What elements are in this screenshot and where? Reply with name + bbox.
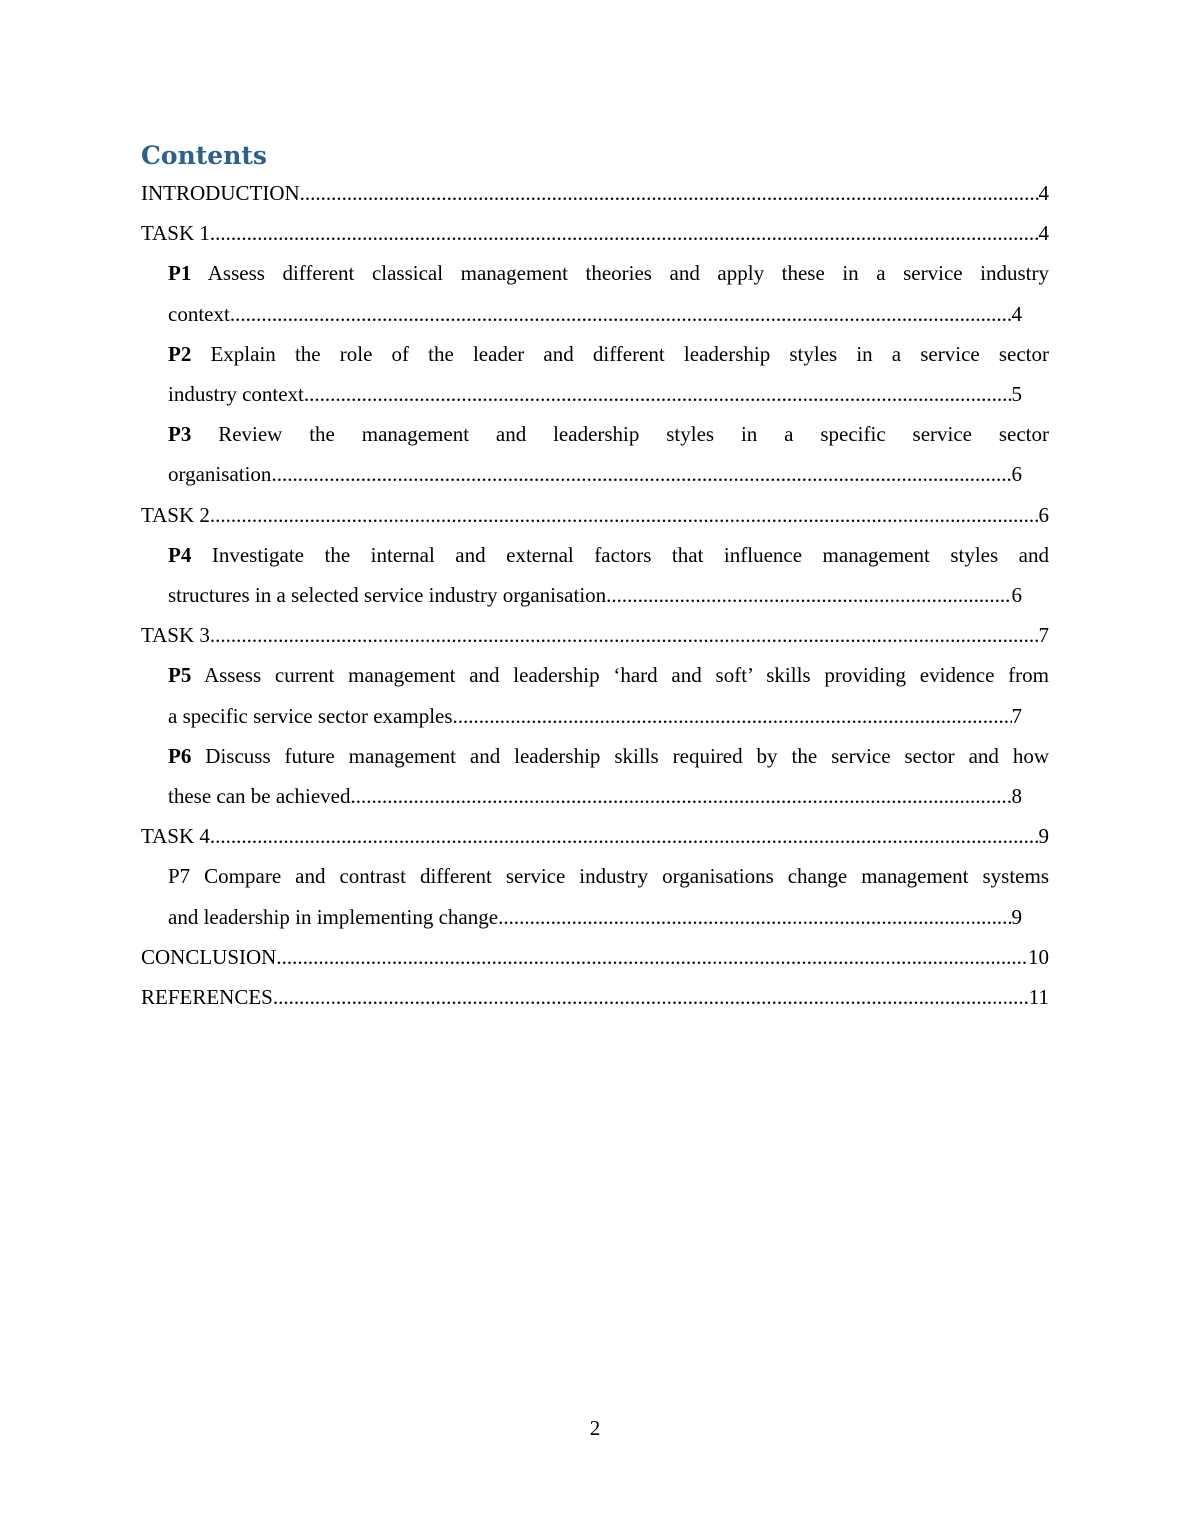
- toc-entry-lead: [168, 414, 1049, 454]
- dot-leader: [210, 615, 1039, 655]
- toc-entry-lead: [168, 334, 1049, 374]
- table-of-contents: [141, 173, 1049, 1017]
- toc-entry-title: INTRODUCTION: [141, 181, 300, 205]
- toc-entry[interactable]: [141, 736, 1049, 816]
- toc-entry-title: TASK 3: [141, 623, 210, 648]
- toc-entry-line: [141, 977, 1049, 1017]
- toc-entry-line: [168, 374, 1049, 414]
- toc-entry-lead-text: Explain the role of the leader and different leadership styles in a service sector: [210, 341, 1050, 366]
- toc-entry[interactable]: [141, 414, 1049, 494]
- toc-entry-line: [168, 454, 1049, 494]
- toc-entry-line: [141, 615, 1049, 655]
- toc-entry[interactable]: [141, 334, 1049, 414]
- toc-entry[interactable]: [141, 535, 1049, 615]
- toc-entry-lead-text: P7 Compare and contrast different service industry organisations change management systems: [168, 864, 1049, 889]
- dot-leader: [606, 575, 1011, 615]
- toc-entry-title: a specific service sector examples: [168, 703, 453, 728]
- toc-entry-title: structures in a selected service industry organisation: [168, 583, 607, 608]
- toc-entry-title: industry context: [168, 382, 304, 407]
- toc-entry-title: TASK 4: [141, 824, 210, 849]
- dot-leader: [210, 816, 1039, 856]
- toc-entry[interactable]: [141, 495, 1049, 535]
- toc-entry-page-number: 4: [1038, 181, 1049, 205]
- toc-entry-page-number: 6: [1011, 462, 1022, 487]
- toc-entry-lead-text: Assess current management and leadership ‘hard and soft’ skills providing evidence from: [203, 663, 1050, 688]
- toc-entry-lead-text: Discuss future management and leadership skills required by the service sector and how: [205, 743, 1050, 768]
- toc-entry-code: P3: [168, 422, 192, 447]
- toc-entry-line: [141, 173, 1049, 213]
- toc-entry-title: REFERENCES: [141, 985, 273, 1010]
- toc-entry-lead: [168, 736, 1049, 776]
- toc-entry-line: [141, 937, 1049, 977]
- toc-entry-lead-text: Assess different classical management theories and apply these in a service industry: [207, 261, 1049, 286]
- toc-entry-title: organisation: [168, 462, 272, 487]
- toc-entry-page-number: 11: [1028, 985, 1049, 1010]
- toc-entry-lead: [168, 253, 1049, 293]
- toc-entry-line: [168, 776, 1049, 816]
- toc-entry-title: TASK 2: [141, 502, 210, 527]
- toc-entry-line: [168, 575, 1049, 615]
- toc-entry-page-number: 4: [1011, 301, 1022, 326]
- toc-entry-title: CONCLUSION: [141, 944, 277, 969]
- toc-entry-code: P5: [168, 663, 192, 688]
- toc-entry-page-number: 7: [1038, 623, 1049, 648]
- toc-entry-line: [141, 495, 1049, 535]
- dot-leader: [276, 937, 1028, 977]
- toc-entry-page-number: 6: [1011, 583, 1022, 608]
- contents-heading: Contents: [141, 141, 268, 170]
- toc-entry-page-number: 7: [1011, 703, 1022, 728]
- toc-entry-line: [168, 897, 1049, 937]
- toc-entry-lead-text: Review the management and leadership styles in a specific service sector: [218, 422, 1049, 447]
- toc-entry-line: [141, 816, 1049, 856]
- toc-entry-title: TASK 1: [141, 221, 210, 246]
- dot-leader: [453, 696, 1012, 736]
- toc-entry-line: [141, 213, 1049, 253]
- toc-entry[interactable]: [141, 655, 1049, 735]
- dot-leader: [273, 977, 1029, 1017]
- dot-leader: [304, 374, 1012, 414]
- toc-entry[interactable]: [141, 253, 1049, 333]
- toc-entry-lead-text: Investigate the internal and external factors that influence management styles and: [211, 542, 1050, 567]
- dot-leader: [498, 897, 1011, 937]
- dot-leader: [210, 213, 1039, 253]
- toc-entry-line: [168, 294, 1049, 334]
- toc-entry[interactable]: [141, 856, 1049, 936]
- toc-entry-code: P4: [168, 542, 192, 567]
- toc-entry-lead: [168, 655, 1049, 695]
- toc-entry-title: and leadership in implementing change: [168, 904, 499, 929]
- toc-entry-code: P1: [168, 261, 192, 286]
- toc-entry-page-number: 9: [1038, 824, 1049, 849]
- toc-entry[interactable]: [141, 173, 1049, 213]
- dot-leader: [271, 454, 1011, 494]
- toc-entry[interactable]: [141, 816, 1049, 856]
- dot-leader: [210, 495, 1039, 535]
- toc-entry-line: [168, 696, 1049, 736]
- dot-leader: [300, 173, 1039, 213]
- dot-leader: [350, 776, 1011, 816]
- toc-entry-code: P6: [168, 743, 192, 768]
- toc-entry-title: context: [168, 301, 230, 326]
- toc-entry[interactable]: [141, 977, 1049, 1017]
- page-number: 2: [589, 1416, 601, 1440]
- toc-entry-page-number: 8: [1011, 784, 1022, 809]
- toc-entry-lead: [168, 535, 1049, 575]
- toc-entry-page-number: 4: [1038, 221, 1049, 246]
- toc-entry-code: P2: [168, 341, 192, 366]
- toc-entry-page-number: 10: [1028, 944, 1049, 969]
- toc-entry-title: these can be achieved: [168, 784, 351, 809]
- toc-entry-page-number: 9: [1011, 904, 1022, 929]
- dot-leader: [230, 294, 1012, 334]
- toc-entry[interactable]: [141, 213, 1049, 253]
- toc-entry[interactable]: [141, 937, 1049, 977]
- toc-entry-page-number: 6: [1038, 502, 1049, 527]
- toc-entry[interactable]: [141, 615, 1049, 655]
- toc-entry-page-number: 5: [1011, 382, 1022, 407]
- toc-entry-lead: [168, 856, 1049, 896]
